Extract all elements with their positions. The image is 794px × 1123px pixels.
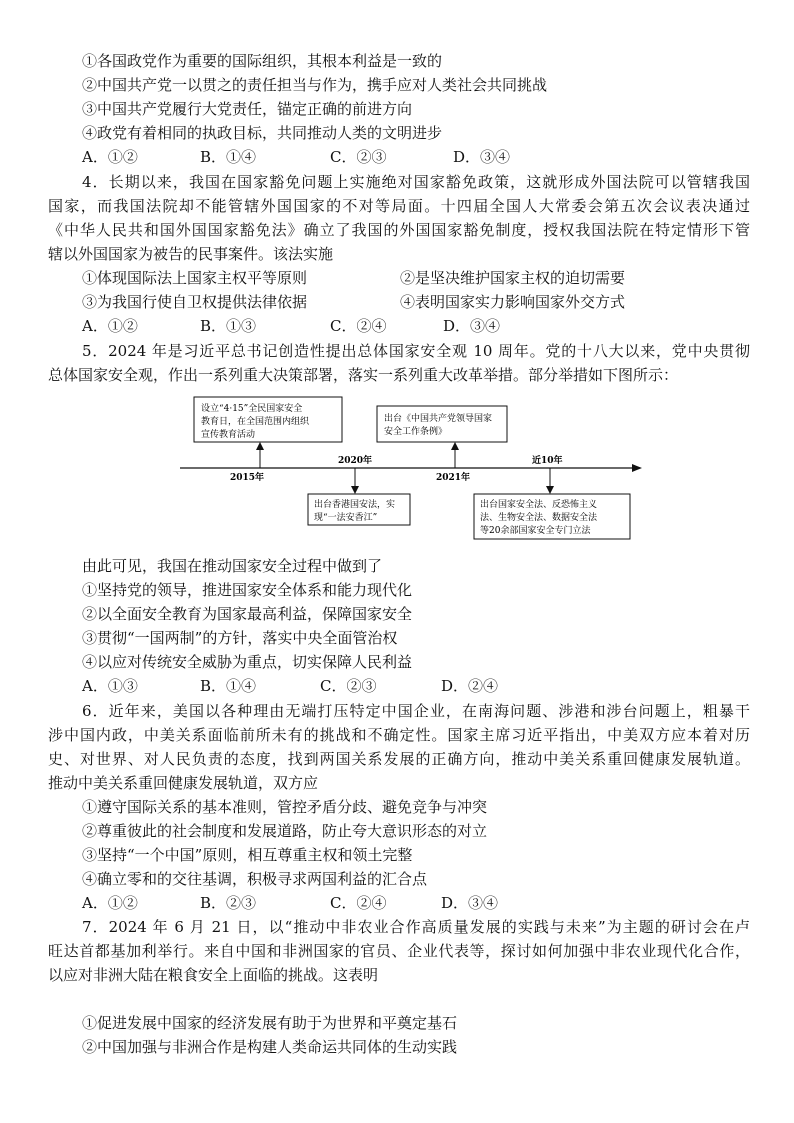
q7-item-1: ①促进发展中国家的经济发展有助于为世界和平奠定基石 (82, 1014, 458, 1032)
q4-stem-line-2: 国家，而我国法院却不能管辖外国国家的不对等局面。十四届全国人大常委会第五次会议表决通过 (48, 197, 750, 215)
q4-item-4: ④表明国家实力影响国家外交方式 (400, 293, 626, 311)
q4-option-d: D．③④ (443, 317, 501, 335)
timeline-box-2021-line: 出台《中国共产党领导国家 (384, 414, 493, 424)
q6-item-4: ④确立零和的交往基调，积极寻求两国利益的汇合点 (82, 870, 428, 888)
timeline-box-2015-line: 宣传教育活动 (201, 430, 256, 440)
q6-stem-line-2: 涉中国内政，中美关系面临前所未有的挑战和不确定性。国家主席习近平指出，中美双方应本着对历 (48, 726, 750, 744)
q5-stem-line-1: 5．2024 年是习近平总书记创造性提出总体国家安全观 10 周年。党的十八大以来，党中央贯彻 (82, 342, 750, 360)
q6-stem-line-3: 史、对世界、对人民负责的态度，找到两国关系发展的正确方向，推动中美关系重回健康发展轨道。 (48, 750, 750, 768)
q6-option-d: D．③④ (441, 894, 499, 912)
q5-option-c: C．②③ (320, 677, 377, 695)
q3-option-a: A．①② (82, 148, 138, 166)
q5-stem-line-2: 总体国家安全观，作出一系列重大决策部署，落实一系列重大改革举措。部分举措如下图所示： (48, 366, 679, 384)
q3-option-c: C．②③ (330, 148, 387, 166)
q3-item-3: ③中国共产党履行大党责任，锚定正确的前进方向 (82, 100, 413, 118)
q7-stem-line-1: 7．2024 年 6 月 21 日，以“推动中非农业合作高质量发展的实践与未来”为主题的研讨会在卢 (82, 918, 750, 936)
timeline-arrowhead (632, 464, 642, 472)
q3-option-d: D．③④ (453, 148, 511, 166)
q6-item-1: ①遵守国际关系的基本准则，管控矛盾分歧、避免竞争与冲突 (82, 798, 488, 816)
timeline-box-recent-line: 出台国家安全法、反恐怖主义 (480, 500, 598, 510)
q5-question-stem: 由此可见，我国在推动国家安全过程中做到了 (82, 557, 383, 575)
q5-option-b: B．①④ (200, 677, 257, 695)
timeline-box-recent-line: 等20余部国家安全专门立法 (480, 526, 591, 536)
q3-item-2: ②中国共产党一以贯之的责任担当与作为，携手应对人类社会共同挑战 (82, 76, 548, 94)
q4-item-1: ①体现国际法上国家主权平等原则 (82, 269, 308, 287)
timeline-label-recent: 近10年 (532, 456, 563, 466)
arrow-up-icon (451, 442, 459, 450)
timeline-label-2015: 2015年 (230, 473, 265, 483)
timeline-box-recent-line: 法、生物安全法、数据安全法 (480, 513, 598, 523)
q6-option-b: B．②③ (200, 894, 257, 912)
q6-option-c: C．②④ (330, 894, 387, 912)
q5-option-d: D．②④ (441, 677, 499, 695)
q5-item-1: ①坚持党的领导，推进国家安全体系和能力现代化 (82, 581, 413, 599)
q3-item-1: ①各国政党作为重要的国际组织，其根本利益是一致的 (82, 52, 443, 70)
q7-stem-line-2: 旺达首都基加利举行。来自中国和非洲国家的官员、企业代表等，探讨如何加强中非农业现代化合作， (48, 942, 750, 960)
q5-item-2: ②以全面安全教育为国家最高利益，保障国家安全 (82, 605, 413, 623)
timeline-box-2020-line: 现“一法安香江” (314, 513, 378, 523)
timeline-box-2015-line: 设立“4·15”全民国家安全 (201, 404, 303, 414)
q6-item-3: ③坚持“一个中国”原则，相互尊重主权和领土完整 (82, 846, 413, 864)
arrow-down-icon (546, 486, 554, 494)
q6-item-2: ②尊重彼此的社会制度和发展道路，防止夸大意识形态的对立 (82, 822, 488, 840)
timeline-box-2015-line: 教育日，在全国范围内组织 (201, 417, 310, 427)
timeline-box-2020-line: 出台香港国安法，实 (314, 500, 396, 510)
q5-option-a: A．①③ (82, 677, 138, 695)
timeline-label-2021: 2021年 (436, 473, 471, 483)
q5-item-3: ③贯彻“一国两制”的方针，落实中央全面管治权 (82, 629, 398, 647)
q6-stem-line-1: 6．近年来，美国以各种理由无端打压特定中国企业，在南海问题、涉港和涉台问题上，粗暴干 (82, 702, 750, 720)
timeline-box-2021-line: 安全工作条例》 (384, 427, 448, 437)
q5-item-4: ④以应对传统安全威胁为重点，切实保障人民利益 (82, 653, 413, 671)
q4-option-a: A．①② (82, 317, 138, 335)
q4-item-2: ②是坚决维护国家主权的迫切需要 (400, 269, 626, 287)
q7-stem-line-3: 以应对非洲大陆在粮食安全上面临的挑战。这表明 (48, 966, 379, 984)
q4-stem-line-4: 辖以外国国家为被告的民事案件。该法实施 (48, 245, 334, 263)
q4-option-b: B．①③ (200, 317, 257, 335)
q6-option-a: A．①② (82, 894, 138, 912)
q3-option-b: B．①④ (200, 148, 257, 166)
q4-item-3: ③为我国行使自卫权提供法律依据 (82, 293, 308, 311)
q4-option-c: C．②④ (330, 317, 387, 335)
q4-stem-line-3: 《中华人民共和国外国国家豁免法》确立了我国的外国国家豁免制度，授权我国法院在特定情形下管 (48, 221, 750, 239)
arrow-up-icon (256, 442, 264, 450)
q6-stem-line-4: 推动中美关系重回健康发展轨道，双方应 (48, 774, 319, 792)
timeline-figure (170, 392, 650, 544)
q3-item-4: ④政党有着相同的执政目标，共同推动人类的文明进步 (82, 124, 443, 142)
q4-stem-line-1: 4．长期以来，我国在国家豁免问题上实施绝对国家豁免政策，这就形成外国法院可以管辖我国 (82, 173, 750, 191)
q7-item-2: ②中国加强与非洲合作是构建人类命运共同体的生动实践 (82, 1038, 458, 1056)
arrow-down-icon (351, 486, 359, 494)
timeline-label-2020: 2020年 (338, 456, 373, 466)
